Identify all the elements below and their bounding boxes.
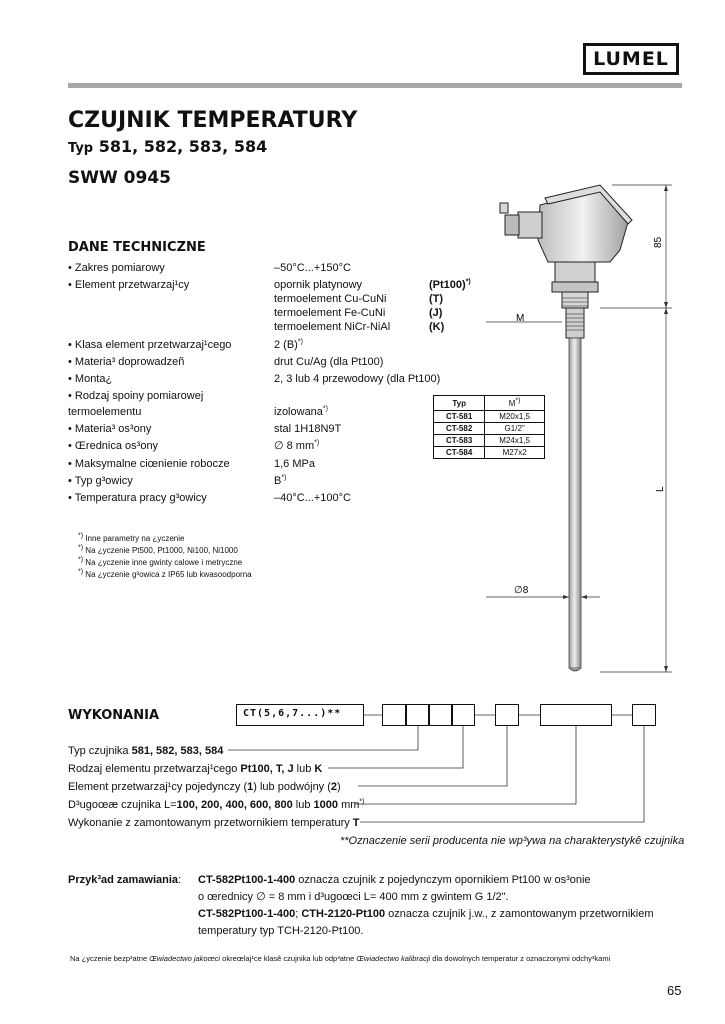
table-cell: M27x2 — [485, 447, 545, 459]
code-field-box — [382, 704, 406, 726]
code-field-box — [429, 704, 452, 726]
code-field-box — [540, 704, 612, 726]
spec-label: • Temperatura pracy g³owicy — [68, 492, 207, 504]
ordering-bold: 581, 582, 583, 584 — [131, 745, 224, 757]
ordering-text: lub — [292, 799, 314, 811]
ordering-text: Typ czujnika — [68, 745, 132, 757]
ordering-line — [68, 816, 360, 830]
ordering-sup: *) — [359, 798, 365, 806]
example-text: oznacza czujnik z pojedynczym opornikiem Pt100 w os³onie — [295, 874, 591, 886]
example-line — [198, 890, 509, 905]
spec-label: • Typ g³owicy — [68, 475, 133, 487]
code-field-box — [406, 704, 429, 726]
ordering-text: Element przetwarzaj¹cy pojedynczy ( — [68, 781, 248, 793]
spec-code-text: (J) — [429, 307, 443, 319]
footnote-mark: *) — [78, 568, 84, 576]
spec-value-text: termoelement Fe-CuNi — [274, 307, 386, 319]
ordering-bold: 1000 — [313, 799, 339, 811]
table-cell: CT-583 — [434, 435, 485, 447]
table-header-m-text: M — [508, 398, 516, 408]
example-colon: : — [178, 874, 182, 886]
spec-value-text: 2 (B) — [274, 339, 298, 351]
spec-value-text: –50°C...+150°C — [274, 262, 351, 274]
subtitle-prefix: Typ — [68, 141, 94, 156]
dim-diameter: ∅8 — [514, 585, 529, 596]
example-line — [198, 907, 654, 922]
spec-code-text: (K) — [429, 321, 445, 333]
spec-value-text: opornik platynowy — [274, 279, 363, 291]
example-bold: CT-582Pt100-1-400 — [198, 874, 296, 886]
example-line — [198, 873, 591, 888]
table-cell: CT-584 — [434, 447, 485, 459]
spec-label: • Element przetwarzaj¹cy — [68, 279, 190, 291]
spec-value-text: 1,6 MPa — [274, 458, 315, 470]
ordering-text: Wykonanie z zamontowanym przetwornikiem temperatury — [68, 817, 353, 829]
spec-value-text: stal 1H18N9T — [274, 423, 342, 435]
spec-value-sup: *) — [297, 338, 303, 346]
footnote-text: Na ¿yczenie Pt500, Pt1000, Ni100, Ni1000 — [83, 546, 238, 555]
ordering-bold: K — [314, 763, 323, 775]
example-text: temperatury typ TCH-2120-Pt100. — [198, 925, 364, 937]
spec-code-text: (Pt100) — [429, 279, 466, 291]
table-cell: CT-582 — [434, 423, 485, 435]
page-number: 65 — [667, 983, 682, 998]
spec-label: termoelementu — [68, 406, 142, 418]
spec-code-sup: *) — [465, 278, 471, 286]
example-text: ; — [295, 908, 302, 920]
table-cell: CT-581 — [434, 411, 485, 423]
table-cell: M20x1,5 — [485, 411, 545, 423]
footnote-mark: *) — [78, 556, 84, 564]
code-field-box — [495, 704, 519, 726]
dane-techniczne-heading: DANE TECHNICZNE — [68, 240, 206, 255]
dim-85: 85 — [653, 236, 664, 248]
example-bold: CT-582Pt100-1-400 — [198, 908, 296, 920]
footnote-text: Na ¿yczenie inne gwinty calowe i metryczne — [83, 558, 243, 567]
ordering-text: Rodzaj elementu przetwarzaj¹cego — [68, 763, 241, 775]
ordering-text: ) lub podwójny ( — [253, 781, 331, 793]
example-text: oznacza czujnik j.w., z zamontowanym przetwornikiem — [385, 908, 654, 920]
ordering-text: ) — [337, 781, 341, 793]
sensor-rod — [569, 338, 581, 668]
footer-text: okreœlaj¹ce klasê czujnika lub odp³atne — [220, 954, 357, 963]
spec-code-text: (T) — [429, 293, 444, 305]
ordering-line — [68, 762, 322, 776]
footnote-text: Na ¿yczenie g³owica z IP65 lub kwasoodporna — [83, 570, 252, 579]
spec-label: • Materia³ doprowadzeñ — [68, 356, 185, 368]
ordering-bold: Pt100, T, J — [240, 763, 294, 775]
spec-label: • Œrednica os³ony — [68, 440, 159, 452]
ordering-line — [68, 780, 341, 794]
ordering-bold: T — [352, 817, 360, 829]
spec-value-sup: *) — [314, 439, 320, 447]
ordering-text: D³ugoœæ czujnika L= — [68, 799, 177, 811]
footnote-mark: *) — [78, 532, 84, 540]
dim-l: L — [655, 486, 666, 492]
spec-value-text: termoelement Cu-CuNi — [274, 293, 387, 305]
spec-value-text: ∅ 8 mm — [274, 440, 315, 452]
table-cell: M24x1,5 — [485, 435, 545, 447]
example-text: o œrednicy ∅ = 8 mm i d³ugoœci L= 400 mm z gwintem G 1/2". — [198, 891, 509, 903]
spec-value-text: drut Cu/Ag (dla Pt100) — [274, 356, 384, 368]
example-label: Przyk³ad zamawiania — [68, 874, 179, 886]
ordering-line — [68, 744, 223, 758]
table-cell: G1/2" — [485, 423, 545, 435]
spec-value-sup: *) — [322, 405, 328, 413]
spec-value-text: –40°C...+100°C — [274, 492, 351, 504]
spec-value-sup: *) — [281, 474, 287, 482]
serie-note: **Oznaczenie serii producenta nie wp³ywa na charakterystykê czujnika — [340, 835, 685, 847]
subtitle-types: 581, 582, 583, 584 — [98, 137, 268, 156]
spec-label: • Maksymalne ciœnienie robocze — [68, 458, 230, 470]
example-bold: CTH-2120-Pt100 — [301, 908, 386, 920]
spec-value-text: 2, 3 lub 4 przewodowy (dla Pt100) — [274, 373, 441, 385]
code-pattern: CT(5,6,7...)** — [243, 708, 342, 719]
code-field-box — [452, 704, 475, 726]
spec-value-text: izolowana — [274, 406, 323, 418]
ordering-text: lub — [293, 763, 315, 775]
spec-label: • Rodzaj spoiny pomiarowej — [68, 390, 204, 402]
ordering-line — [68, 798, 364, 812]
footer-note — [70, 954, 610, 963]
footer-italic: Œwiadectwo jakoœci — [149, 954, 221, 963]
wykonania-heading: WYKONANIA — [68, 708, 160, 723]
ordering-bold: 2 — [330, 781, 338, 793]
spec-value-text: termoelement NiCr-NiAl — [274, 321, 391, 333]
spec-label: • Zakres pomiarowy — [68, 262, 165, 274]
ordering-bold: 100, 200, 400, 600, 800 — [176, 799, 293, 811]
spec-label: • Klasa element przetwarzaj¹cego — [68, 339, 232, 351]
spec-value-text: B — [274, 475, 282, 487]
lumel-logo: LUMEL — [583, 43, 679, 75]
footer-italic: Œwiadectwo kalibracji — [356, 954, 431, 963]
code-field-box — [632, 704, 656, 726]
dim-m: M — [516, 313, 525, 324]
page-title: CZUJNIK TEMPERATURY — [68, 108, 358, 133]
footnote-mark: *) — [78, 544, 84, 552]
example-line — [198, 924, 363, 939]
example-label-wrap — [68, 873, 181, 888]
spec-label: • Materia³ os³ony — [68, 423, 152, 435]
ordering-text: mm — [338, 799, 360, 811]
sww-code: SWW 0945 — [68, 168, 171, 188]
footer-text: dla dowolnych temperatur z oznaczonymi odchy³kami — [430, 954, 611, 963]
table-header-typ: Typ — [434, 396, 485, 411]
ordering-bold: 1 — [247, 781, 254, 793]
spec-label: • Monta¿ — [68, 373, 113, 385]
footnote-text: Inne parametry na ¿yczenie — [83, 534, 185, 543]
table-header-m-sup: *) — [515, 396, 521, 404]
footer-text: Na ¿yczenie bezp³atne — [70, 954, 150, 963]
